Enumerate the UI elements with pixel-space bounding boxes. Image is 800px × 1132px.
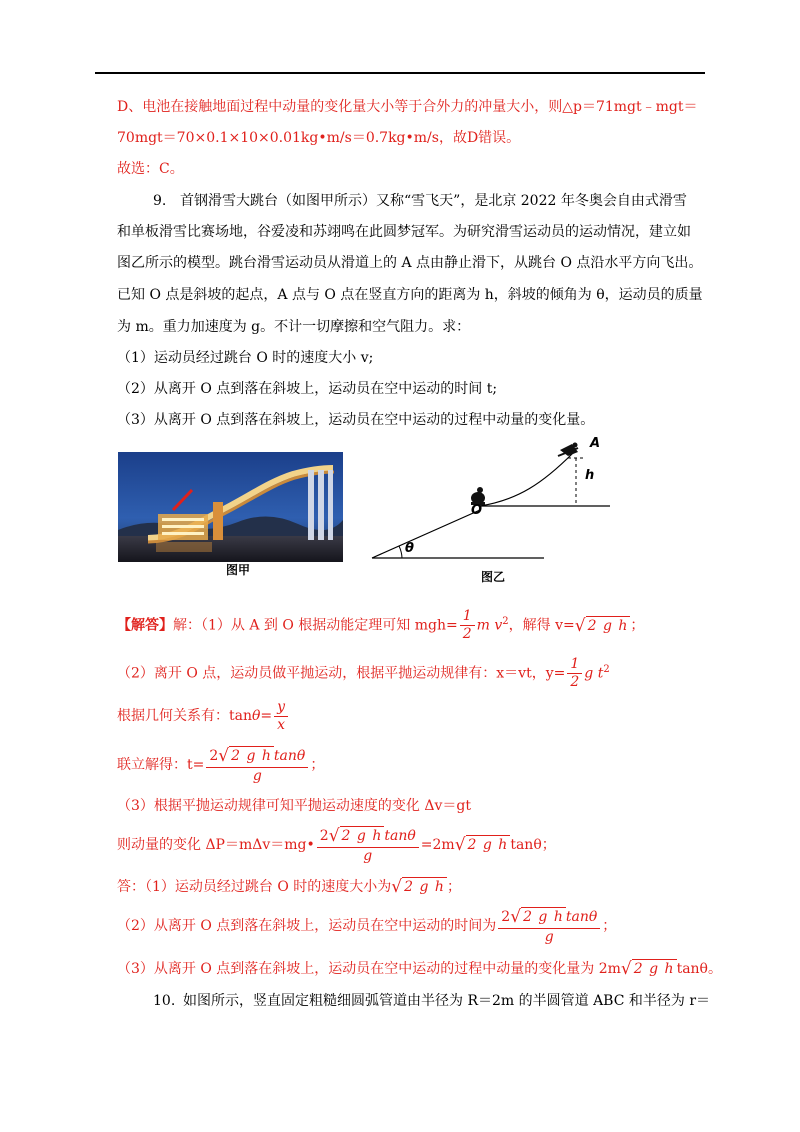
geometry-prefix: 根据几何关系有：tan: [117, 708, 252, 724]
question-9-text-5: 为 m。重力加速度为 g。不计一切摩擦和空气阻力。求：: [117, 319, 471, 335]
fraction-time: 2 √ 2 g h tanθ g: [206, 746, 308, 784]
joint-solution-line: 联立解得：t= 2 √ 2 g h tanθ g ；: [117, 746, 325, 785]
diagram-caption: 图乙: [481, 570, 506, 584]
joint-prefix: 联立解得：t=: [117, 757, 205, 773]
solution-line-2: （2）离开 O 点，运动员做平抛运动，根据平抛运动规律有：x＝vt，y= $\frac{1}{2}$ g $t^2$: [117, 656, 610, 691]
question-9-number: 9.: [153, 193, 167, 209]
option-d-line-1: D、电池在接触地面过程中动量的变化量大小等于合外力的冲量大小，则△p＝71mgt﹣mgt＝: [117, 99, 698, 115]
fraction-answer-time: 2 √ 2 g h tanθ g: [498, 907, 600, 945]
answer-1-prefix: 答：（1）运动员经过跳台 O 时的速度大小为: [117, 879, 392, 895]
question-9-text-4: 已知 O 点是斜坡的起点，A 点与 O 点在竖直方向的距离为 h，斜坡的倾角为 θ，运动员的质量: [117, 287, 703, 303]
solution-1-prefix: 解：（1）从 A 到 O 根据动能定理可知 mgh=: [173, 617, 458, 634]
solution-2-prefix: （2）离开 O 点，运动员做平抛运动，根据平抛运动规律有：x＝vt，y=: [117, 665, 566, 682]
solution-line-3: （3）根据平抛运动规律可知平抛运动速度的变化 Δv＝gt: [117, 798, 471, 814]
question-9-text-2: 和单板滑雪比赛场地，谷爱凌和苏翊鸣在此圆梦冠军。为研究滑雪运动员的运动情况，建立如: [117, 224, 691, 240]
answer-3-prefix: （3）从离开 O 点到落在斜坡上，运动员在空中运动的过程中动量的变化量为 2m: [117, 961, 621, 977]
ski-jump-photo: [118, 452, 343, 562]
answer-line-2: （2）从离开 O 点到落在斜坡上，运动员在空中运动的时间为 2 √ 2 g h tanθ g ；: [117, 907, 617, 946]
label-a: A: [590, 436, 601, 451]
m-v-squared: m v: [476, 617, 503, 634]
header-rule: [95, 72, 705, 74]
sub-question-2: （2）从离开 O 点到落在斜坡上，运动员在空中运动的时间 t;: [117, 381, 498, 397]
sub-question-1: （1）运动员经过跳台 O 时的速度大小 v;: [117, 350, 374, 366]
answer-choice: 故选：C。: [117, 161, 184, 177]
fraction-half-2: $\frac{1}{2}$: [567, 657, 582, 689]
question-9-text-1: 首钢滑雪大跳台（如图甲所示）又称“雪飞天”，是北京 2022 年冬奥会自由式滑雪: [180, 193, 687, 209]
question-9-text-3: 图乙所示的模型。跳台滑雪运动员从滑道上的 A 点由静止滑下，从跳台 O 点沿水平方向飞出。: [117, 255, 703, 271]
question-10-text: 如图所示，竖直固定粗糙细圆弧管道由半径为 R＝2m 的半圆管道 ABC 和半径为 r＝: [183, 993, 711, 1009]
fraction-half: $\frac{1}{2}$: [460, 609, 475, 641]
geometry-line: 根据几何关系有：tanθ= $\frac{y}{x}$: [117, 696, 290, 736]
answer-line-1: 答：（1）运动员经过跳台 O 时的速度大小为 √ 2 g h ；: [117, 877, 461, 897]
label-theta: θ: [405, 541, 414, 556]
answer-line-3: （3）从离开 O 点到落在斜坡上，运动员在空中运动的过程中动量的变化量为 2m √ 2 g h tanθ。: [117, 959, 722, 979]
fraction-y-over-x: $\frac{y}{x}$: [274, 700, 288, 732]
solution-line-1: 【解答】解：（1）从 A 到 O 根据动能定理可知 mgh= $\frac{1}{2}$ m $v^2$，解得 v= √ 2 g h ；: [117, 608, 645, 643]
answer-2-prefix: （2）从离开 O 点到落在斜坡上，运动员在空中运动的时间为: [117, 918, 497, 934]
ski-jump-photo-art: [118, 452, 343, 562]
question-10-number: 10.: [153, 993, 176, 1009]
solution-tag: 【解答】: [117, 617, 173, 634]
solution-1-middle: ，解得 v=: [508, 617, 575, 634]
g-t-squared: g t: [584, 665, 604, 682]
option-d-line-2: 70mgt＝70×0.1×10×0.01kg•m/s＝0.7kg•m/s，故D错误。: [117, 130, 521, 146]
label-h: h: [585, 468, 595, 483]
photo-caption: 图甲: [226, 563, 251, 577]
momentum-change-line: 则动量的变化 ΔP＝mΔv＝mg• 2 √ 2 g h tanθ g =2m √ 2 g h tanθ；: [117, 826, 556, 865]
momentum-prefix: 则动量的变化 ΔP＝mΔv＝mg•: [117, 837, 315, 853]
fraction-momentum: 2 √ 2 g h tanθ g: [317, 826, 419, 864]
sub-question-3: （3）从离开 O 点到落在斜坡上，运动员在空中运动的过程中动量的变化量。: [117, 412, 595, 428]
label-o: O: [471, 503, 483, 518]
sqrt-2gh: √ 2 g h: [574, 615, 629, 636]
